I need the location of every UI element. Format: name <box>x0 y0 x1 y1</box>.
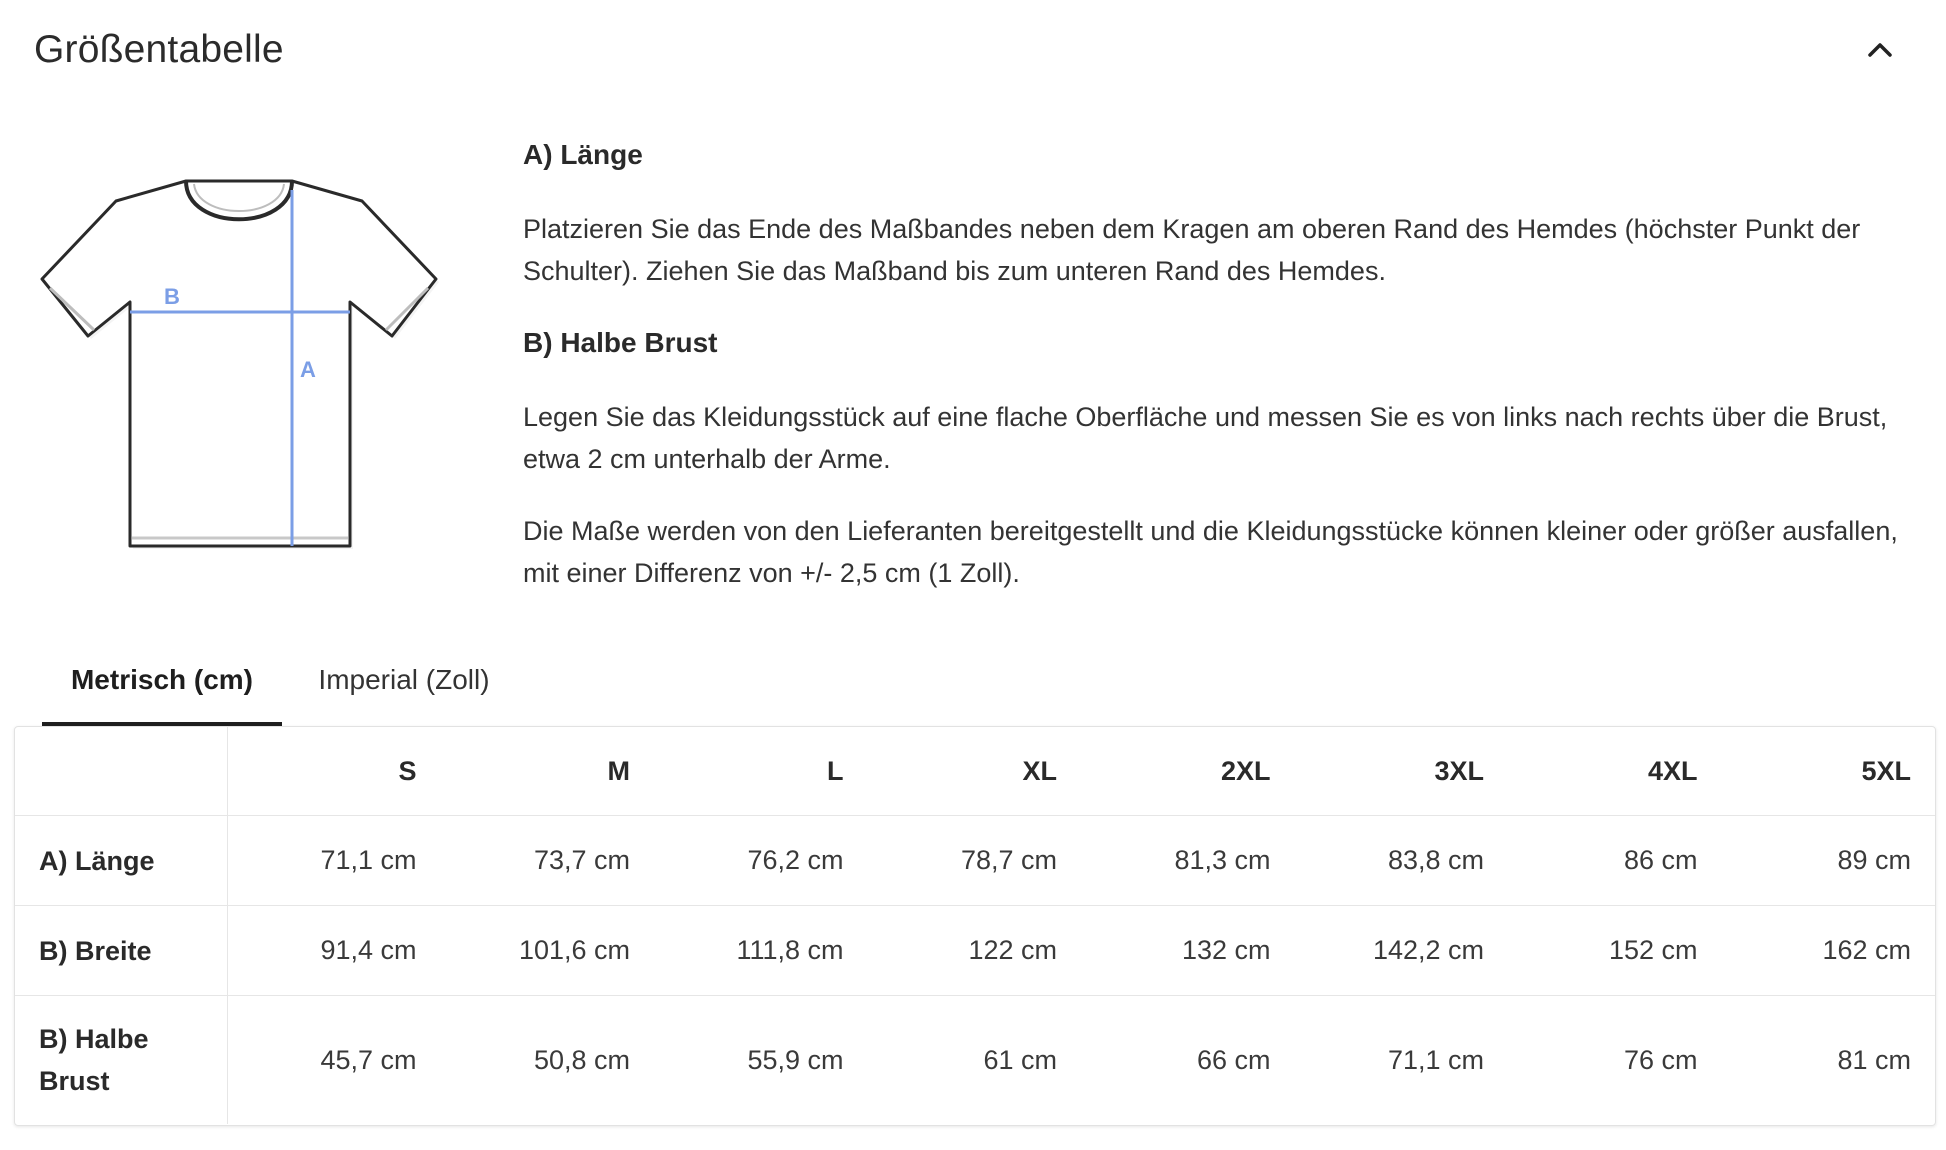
size-header: 4XL <box>1508 727 1722 816</box>
table-cell: 132 cm <box>1081 906 1295 996</box>
table-cell: 66 cm <box>1196 1044 1271 1075</box>
tshirt-measurement-icon <box>36 170 448 554</box>
half-chest-instructions: Legen Sie das Kleidungsstück auf eine flache Oberfläche und messen Sie es von links nach rechts über die Brust, etwa 2 cm unterhalb der Arme. <box>523 402 1888 474</box>
size-table <box>14 726 1936 1126</box>
table-cell: 78,7 cm <box>868 816 1082 906</box>
tolerance-note: Die Maße werden von den Lieferanten bereitgestellt und die Kleidungsstücke können kleiner oder größer ausfallen, mit einer Differenz von +/- 2,5 cm (1 Zoll). <box>523 516 1898 588</box>
row-label: B) Halbe Brust <box>15 996 227 1125</box>
table-cell: 61 cm <box>983 1044 1057 1075</box>
length-heading: A) Länge <box>523 139 643 170</box>
size-chart-header[interactable] <box>0 0 1946 100</box>
table-cell: 45,7 cm <box>320 1044 417 1075</box>
table-cell: 101,6 cm <box>441 906 655 996</box>
table-header-row <box>15 727 1935 816</box>
table-cell: 71,1 cm <box>227 816 441 906</box>
size-header: 2XL <box>1081 727 1295 816</box>
table-cell: 50,8 cm <box>533 1044 630 1075</box>
chevron-up-icon[interactable] <box>1862 32 1898 68</box>
table-cell: 142,2 cm <box>1295 906 1509 996</box>
size-header: L <box>654 727 868 816</box>
size-header: S <box>227 727 441 816</box>
table-cell: 81 cm <box>1837 1044 1911 1075</box>
size-header: M <box>441 727 655 816</box>
table-cell: 152 cm <box>1508 906 1722 996</box>
table-cell: 122 cm <box>868 906 1082 996</box>
table-cell: 76 cm <box>1623 1044 1698 1075</box>
table-cell: 71,1 cm <box>1387 1044 1484 1075</box>
table-cell: 55,9 cm <box>747 1044 844 1075</box>
size-header: 5XL <box>1722 727 1936 816</box>
table-cell: 91,4 cm <box>227 906 441 996</box>
table-cell: 86 cm <box>1508 816 1722 906</box>
table-cell: 162 cm <box>1722 906 1936 996</box>
label-b: B <box>164 284 180 309</box>
table-row <box>15 996 1935 1125</box>
half-chest-heading: B) Halbe Brust <box>523 327 718 358</box>
tab-imperial[interactable]: Imperial (Zoll) <box>318 664 490 695</box>
label-a: A <box>300 357 316 382</box>
table-cell: 73,7 cm <box>441 816 655 906</box>
table-cell: 81,3 cm <box>1081 816 1295 906</box>
table-row <box>15 906 1935 996</box>
row-label: B) Breite <box>15 906 227 996</box>
table-cell: 111,8 cm <box>654 906 868 996</box>
table-cell: 89 cm <box>1722 816 1936 906</box>
size-header: XL <box>868 727 1082 816</box>
table-cell: 76,2 cm <box>654 816 868 906</box>
table-corner-cell <box>15 727 227 816</box>
tab-metric[interactable]: Metrisch (cm) <box>42 656 282 726</box>
unit-tabs <box>42 656 642 726</box>
size-chart-title: Größentabelle <box>34 28 284 71</box>
table-row <box>15 816 1935 906</box>
size-header: 3XL <box>1295 727 1509 816</box>
table-cell: 83,8 cm <box>1295 816 1509 906</box>
length-instructions: Platzieren Sie das Ende des Maßbandes neben dem Kragen am oberen Rand des Hemdes (höchster Punkt der Schulter). Ziehen Sie das Maßband bis zum unteren Rand des Hemdes. <box>523 214 1861 286</box>
row-label: A) Länge <box>15 816 227 906</box>
